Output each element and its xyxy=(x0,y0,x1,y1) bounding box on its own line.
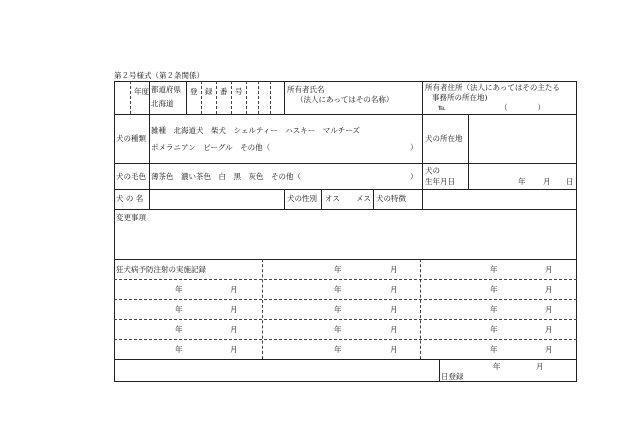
rabies-label: 狂犬病予防注射の実施記録 xyxy=(116,265,206,274)
reg-char: 番 xyxy=(220,87,228,96)
registration-year: 年 xyxy=(493,362,501,371)
cell-divider xyxy=(149,189,150,209)
reg-char: 登 xyxy=(190,87,198,96)
cell-divider xyxy=(130,81,131,114)
vaccination-month: 月 xyxy=(390,345,398,354)
vaccination-month: 月 xyxy=(390,285,398,294)
row-divider xyxy=(114,163,577,164)
breed-other[interactable]: ポメラニアン ビーグル その他（ xyxy=(151,143,271,152)
row-divider xyxy=(114,209,577,210)
vaccination-month: 月 xyxy=(230,325,238,334)
cell-divider xyxy=(201,81,202,114)
record-divider xyxy=(114,319,577,320)
vaccination-month: 月 xyxy=(390,325,398,334)
cell-divider xyxy=(422,114,423,189)
birth-month: 月 xyxy=(543,177,551,186)
breed-close: ） xyxy=(410,143,418,152)
location-label: 犬の所在地 xyxy=(425,134,463,143)
vaccination-year: 年 xyxy=(334,325,342,334)
row-divider xyxy=(114,259,577,260)
vaccination-year: 年 xyxy=(175,285,183,294)
vaccination-year: 年 xyxy=(175,305,183,314)
reg-char: 録 xyxy=(205,87,213,96)
cell-divider xyxy=(439,359,440,382)
vaccination-month: 月 xyxy=(545,285,553,294)
registration-day-label: 日登録 xyxy=(441,372,464,381)
vaccination-year: 年 xyxy=(334,305,342,314)
vaccination-year: 年 xyxy=(490,325,498,334)
cell-divider xyxy=(216,81,217,114)
birth-year: 年 xyxy=(518,177,526,186)
cell-divider xyxy=(270,81,271,114)
sex-male[interactable]: オス xyxy=(325,194,340,203)
birth-day: 日 xyxy=(566,177,574,186)
cell-divider xyxy=(258,81,259,114)
color-close: ） xyxy=(410,172,418,181)
record-divider xyxy=(114,339,577,340)
vaccination-month: 月 xyxy=(545,325,553,334)
vaccination-year: 年 xyxy=(334,345,342,354)
color-label: 犬の毛色 xyxy=(116,172,146,181)
phone-field[interactable]: （ ） xyxy=(500,103,545,112)
vaccination-month: 月 xyxy=(545,305,553,314)
prefecture-label: 都道府県 xyxy=(151,85,181,94)
cell-divider xyxy=(149,81,150,114)
vaccination-month: 月 xyxy=(390,265,398,274)
vaccination-year: 年 xyxy=(490,345,498,354)
vaccination-month: 月 xyxy=(390,305,398,314)
phone-icon: ℡ xyxy=(438,103,447,112)
color-options[interactable]: 薄茶色 濃い茶色 白 黒 灰色 その他（ xyxy=(151,172,301,181)
cell-divider xyxy=(468,163,469,189)
vaccination-month: 月 xyxy=(545,345,553,354)
dog-sex-label: 犬の性別 xyxy=(287,194,317,203)
cell-divider xyxy=(321,189,322,209)
record-column-divider xyxy=(420,259,421,359)
owner-name-label: 所有者氏名 xyxy=(287,85,325,94)
cell-divider xyxy=(246,81,247,114)
vaccination-month: 月 xyxy=(230,345,238,354)
owner-address-label: 所有者住所（法人にあってはその主たる xyxy=(425,83,560,92)
record-column-divider xyxy=(262,259,263,359)
birth-label: 生年月日 xyxy=(425,177,455,186)
cell-divider xyxy=(373,189,374,209)
record-divider xyxy=(114,299,577,300)
vaccination-month: 月 xyxy=(230,285,238,294)
dog-name-label: 犬 の 名 xyxy=(116,194,144,203)
reg-char: 号 xyxy=(235,87,243,96)
vaccination-year: 年 xyxy=(175,345,183,354)
form-title: 第２号様式（第２条関係） xyxy=(114,71,204,80)
row-divider xyxy=(114,114,577,115)
cell-divider xyxy=(149,114,150,189)
prefecture-value: 北海道 xyxy=(151,99,174,108)
cell-divider xyxy=(422,189,423,209)
cell-divider xyxy=(284,189,285,209)
sex-female[interactable]: メス xyxy=(356,194,371,203)
cell-divider xyxy=(422,81,423,114)
changes-label: 変更事項 xyxy=(116,213,146,222)
cell-divider xyxy=(231,81,232,114)
features-label: 犬の特徴 xyxy=(376,194,406,203)
vaccination-year: 年 xyxy=(334,265,342,274)
birth-label: 犬の xyxy=(425,166,440,175)
row-divider xyxy=(114,189,577,190)
owner-name-note: （法人にあってはその名称） xyxy=(296,95,394,104)
cell-divider xyxy=(468,114,469,163)
vaccination-month: 月 xyxy=(545,265,553,274)
owner-address-note: 事務所の所在地) xyxy=(432,93,488,102)
vaccination-year: 年 xyxy=(490,265,498,274)
record-divider xyxy=(114,279,577,280)
row-divider xyxy=(114,359,577,360)
vaccination-year: 年 xyxy=(490,285,498,294)
vaccination-year: 年 xyxy=(175,325,183,334)
registration-month: 月 xyxy=(536,362,544,371)
breed-label: 犬の種類 xyxy=(116,134,146,143)
vaccination-month: 月 xyxy=(230,305,238,314)
vaccination-year: 年 xyxy=(334,285,342,294)
cell-divider xyxy=(186,81,187,114)
breed-options[interactable]: 雑種 北海道犬 柴犬 シェルティー ハスキー マルチーズ xyxy=(151,126,360,135)
nendo-label: 年度 xyxy=(134,87,149,96)
vaccination-year: 年 xyxy=(490,305,498,314)
cell-divider xyxy=(284,81,285,114)
